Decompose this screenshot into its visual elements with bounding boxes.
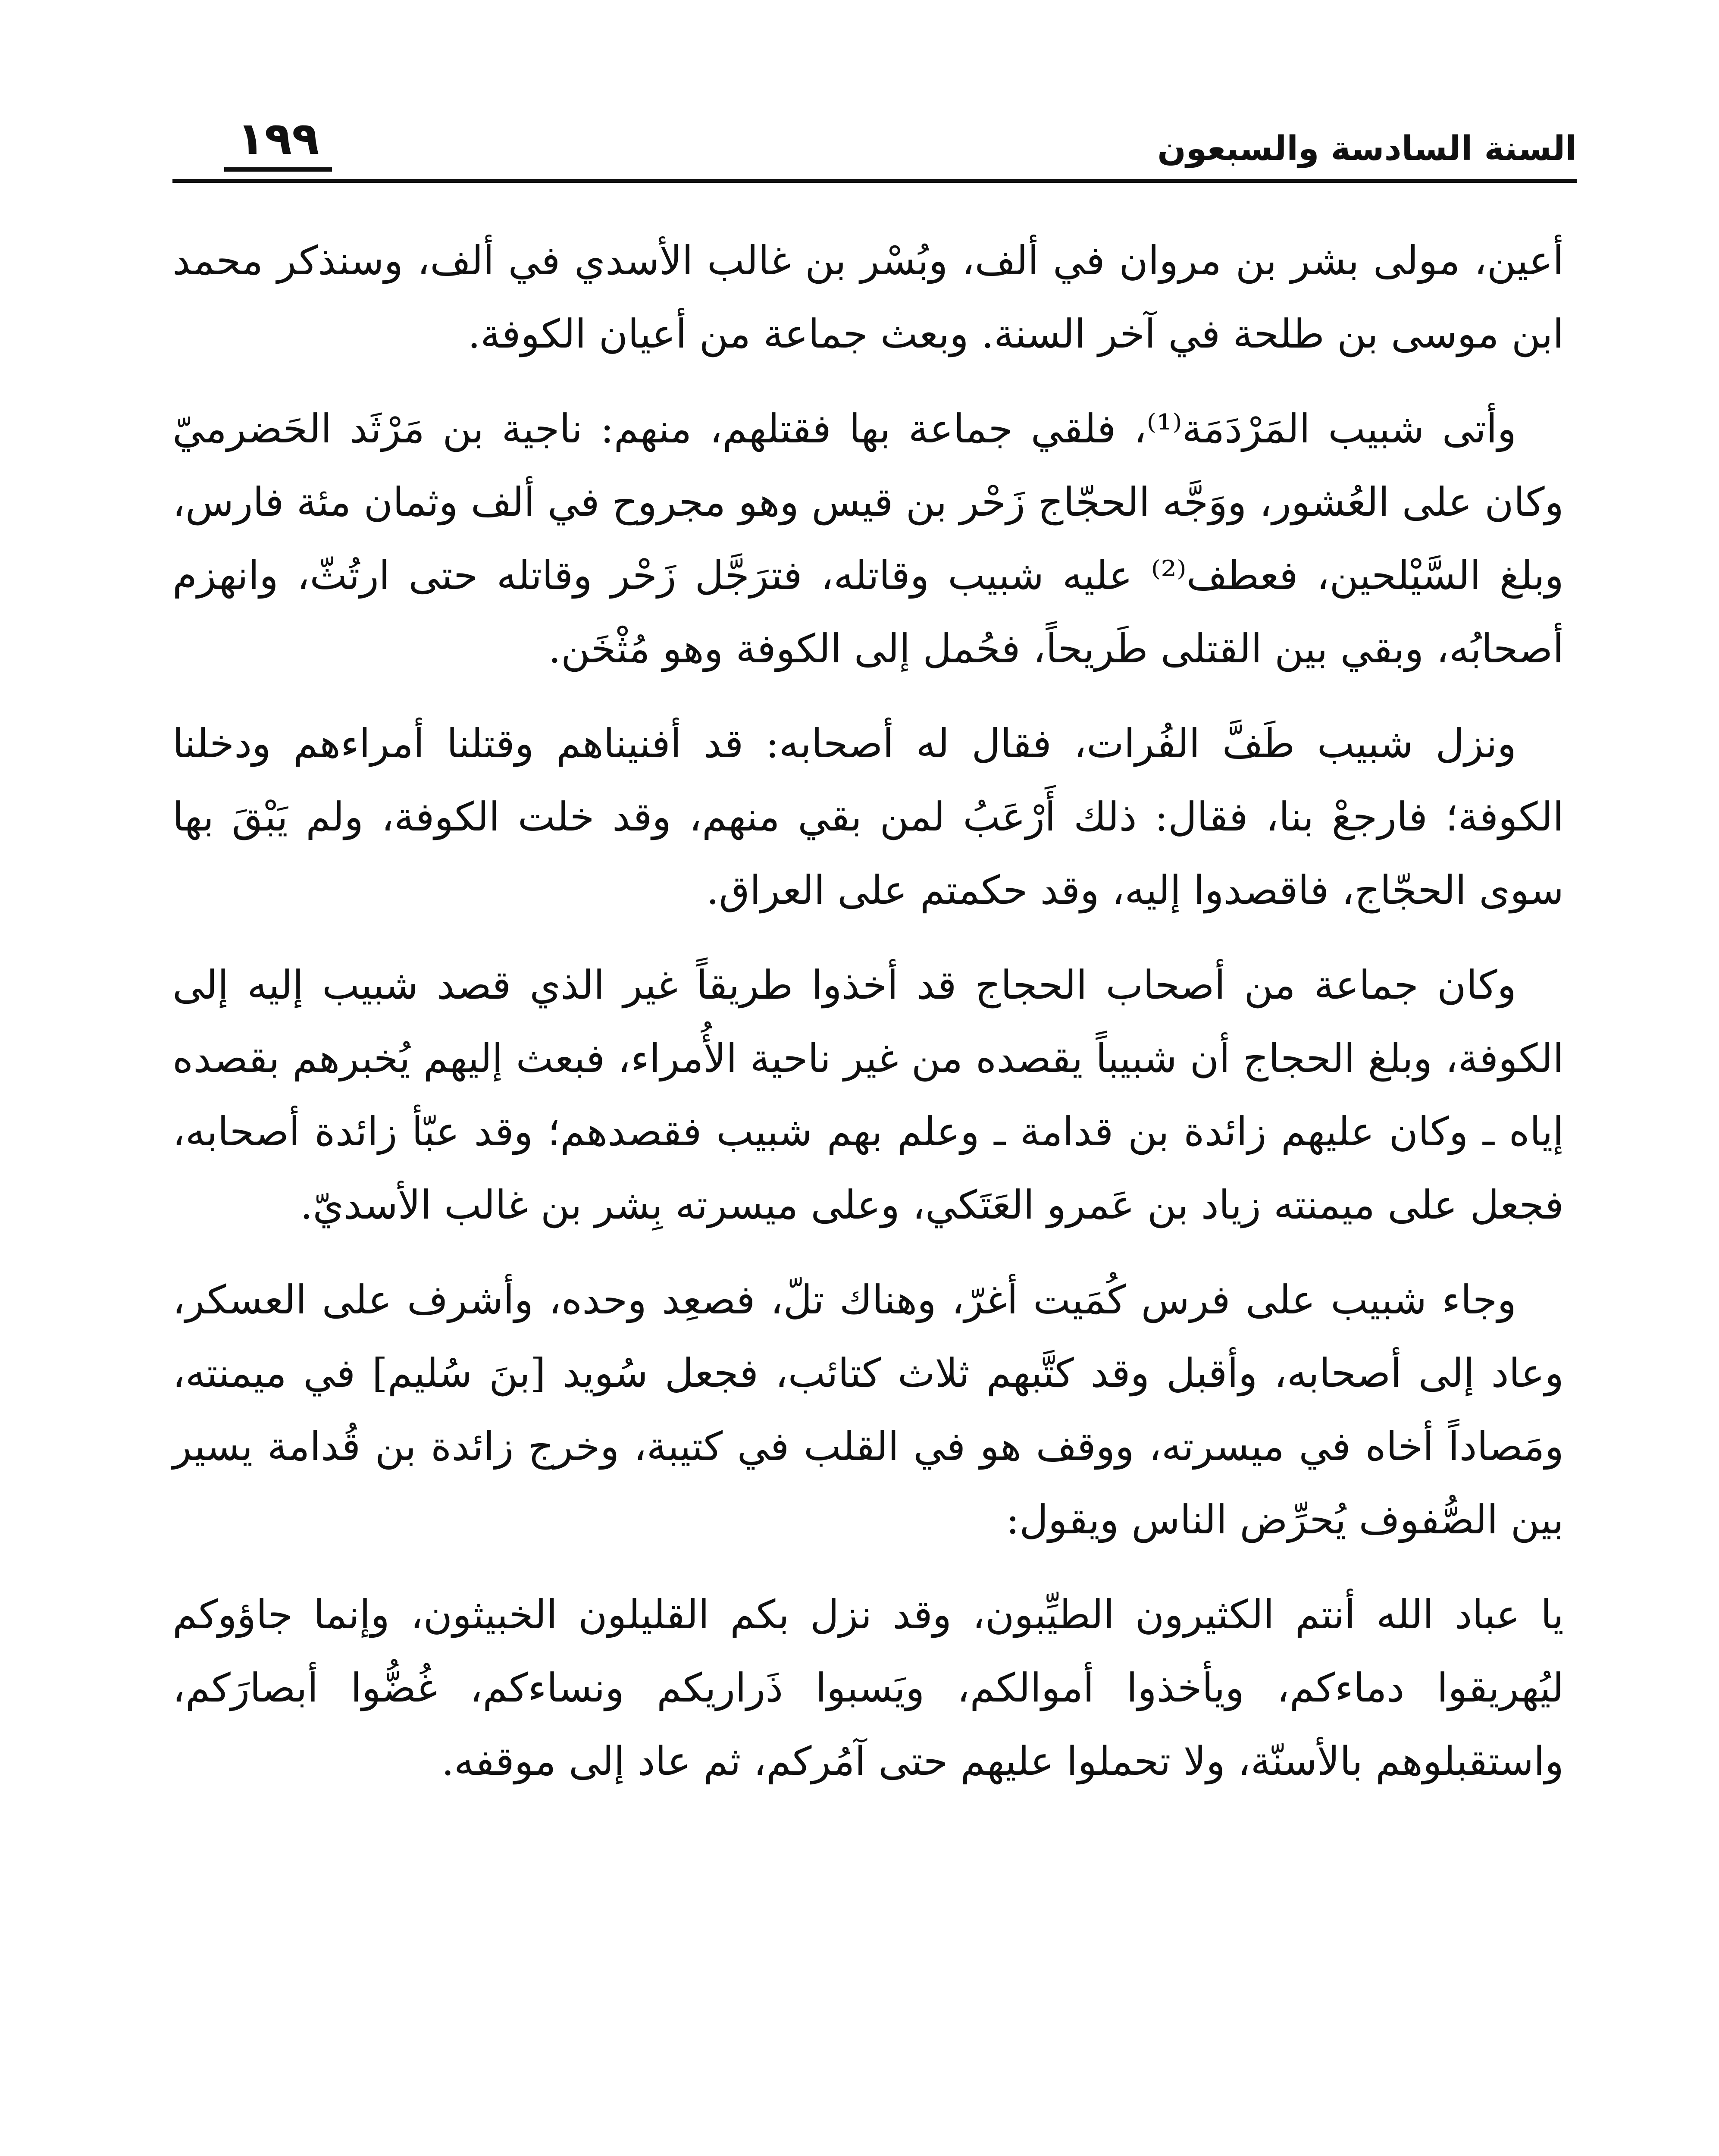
main-text <box>172 224 1564 1820</box>
paragraph: وأتى شبيب المَرْدَمَة⁽¹⁾، فلقي جماعة بها فقتلهم، منهم: ناجية بن مَرْثَد الحَضرميّ وكان على العُشور، ووَجَّه الحجّاج زَحْر بن قيس وهو مجروح في ألف وثمان مئة فارس، وبلغ السَّيْلحين، فعطف⁽²⁾ عليه شبيب وقاتله، فترَجَّل زَحْر وقاتله حتى ارتُثّ، وانهزم أصحابُه، وبقي بين القتلى طَريحاً، فحُمل إلى الكوفة وهو مُثْخَن. <box>172 406 1564 672</box>
paragraph: أعين، مولى بشر بن مروان في ألف، وبُسْر بن غالب الأسدي في ألف، وسنذكر محمد ابن موسى بن طلحة في آخر السنة. وبعث جماعة من أعيان الكوفة. <box>172 238 1564 357</box>
header-rule <box>172 179 1577 183</box>
paragraph: يا عباد الله أنتم الكثيرون الطيِّبون، وقد نزل بكم القليلون الخبيثون، وإنما جاؤوكم ليُهريقوا دماءكم، ويأخذوا أموالكم، ويَسبوا ذَراريكم ونساءكم، غُضُّوا أبصارَكم، واستقبلوهم بالأسنّة، ولا تحملوا عليهم حتى آمُركم، ثم عاد إلى موقفه. <box>172 1592 1564 1784</box>
paragraph: ونزل شبيب طَفَّ الفُرات، فقال له أصحابه: قد أفنيناهم وقتلنا أمراءهم ودخلنا الكوفة؛ فارجعْ بنا، فقال: ذلك أَرْعَبُ لمن بقي منهم، وقد خلت الكوفة، ولم يَبْقَ بها سوى الحجّاج، فاقصدوا إليه، وقد حكمتم على العراق. <box>172 721 1564 913</box>
page-header <box>172 99 1577 185</box>
paragraph: وجاء شبيب على فرس كُمَيت أغرّ، وهناك تلّ، فصعِد وحده، وأشرف على العسكر، وعاد إلى أصحابه، وأقبل وقد كتَّبهم ثلاث كتائب، فجعل سُويد [بنَ سُليم] في ميمنته، ومَصاداً أخاه في ميسرته، ووقف هو في القلب في كتيبة، وخرج زائدة بن قُدامة يسير بين الصُّفوف يُحرِّض الناس ويقول: <box>172 1277 1564 1543</box>
running-title: السنة السادسة والسبعون <box>1157 129 1577 168</box>
paragraph: وكان جماعة من أصحاب الحجاج قد أخذوا طريقاً غير الذي قصد شبيب إليه إلى الكوفة، وبلغ الحجاج أن شبيباً يقصده من غير ناحية الأُمراء، فبعث إليهم يُخبرهم بقصده إياه ـ وكان عليهم زائدة بن قدامة ـ وعلم بهم شبيب فقصدهم؛ وقد عبّأ زائدة أصحابه، فجعل على ميمنته زياد بن عَمرو العَتَكي، وعلى ميسرته بِشر بن غالب الأسديّ. <box>172 962 1564 1228</box>
page-number: ١٩٩ <box>224 112 332 172</box>
